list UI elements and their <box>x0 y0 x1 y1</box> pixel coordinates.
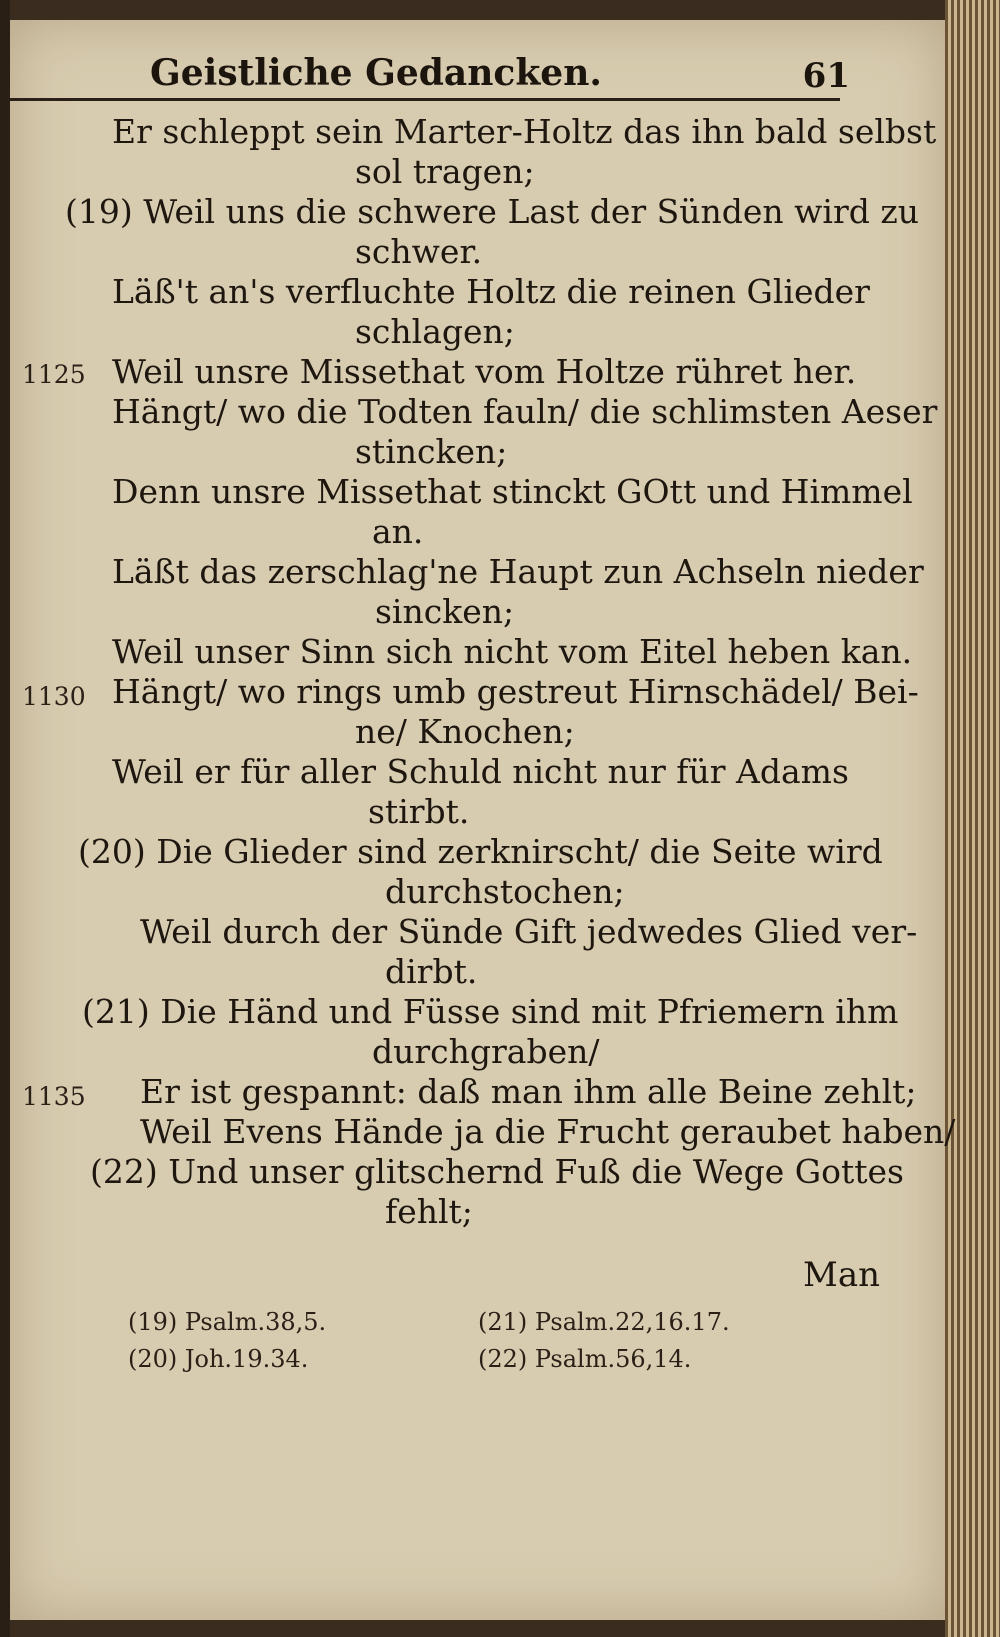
text-line: fehlt; <box>385 1192 473 1231</box>
text-line: Weil unser Sinn sich nicht vom Eitel heben kan. <box>112 632 913 671</box>
text-line: durchstochen; <box>385 872 625 911</box>
text-line: an. <box>372 512 424 551</box>
line-number: 1125 <box>22 360 86 389</box>
book-gutter <box>0 0 10 1637</box>
text-line: Weil Evens Hände ja die Frucht geraubet haben/ <box>140 1112 956 1151</box>
footnote: (20) Joh.19.34. <box>128 1345 309 1373</box>
footnote: (21) Psalm.22,16.17. <box>478 1308 730 1336</box>
text-line: Hängt/ wo rings umb gestreut Hirnschädel/ Bei- <box>112 672 919 711</box>
text-line: sol tragen; <box>355 152 535 191</box>
text-line: stincken; <box>355 432 508 471</box>
text-line: Läß't an's verfluchte Holtz die reinen Glieder <box>112 272 870 311</box>
text-line: Läßt das zerschlag'ne Haupt zun Achseln nieder <box>112 552 924 591</box>
line-number: 1135 <box>22 1082 86 1111</box>
text-line: (19) Weil uns die schwere Last der Sünden wird zu <box>65 192 919 231</box>
text-line: (22) Und unser glitschernd Fuß die Wege Gottes <box>90 1152 904 1191</box>
text-line: (20) Die Glieder sind zerknirscht/ die Seite wird <box>78 832 883 871</box>
footnote: (22) Psalm.56,14. <box>478 1345 692 1373</box>
text-line: schwer. <box>355 232 483 271</box>
running-title: Geistliche Gedancken. <box>150 52 602 94</box>
page-header <box>150 52 850 102</box>
page-number: 61 <box>802 56 850 96</box>
text-line: durchgraben/ <box>372 1032 600 1071</box>
text-line: ne/ Knochen; <box>355 712 575 751</box>
text-line: Weil er für aller Schuld nicht nur für Adams <box>112 752 849 791</box>
text-line: Weil durch der Sünde Gift jedwedes Glied ver- <box>140 912 918 951</box>
header-rule <box>8 98 840 101</box>
text-line: stirbt. <box>368 792 470 831</box>
text-line: Er ist gespannt: daß man ihm alle Beine zehlt; <box>140 1072 917 1111</box>
footnote: (19) Psalm.38,5. <box>128 1308 327 1336</box>
catchword: Man <box>803 1255 880 1295</box>
text-line: Er schleppt sein Marter-Holtz das ihn bald selbst <box>112 112 937 151</box>
page-edges <box>945 0 1000 1637</box>
text-line: schlagen; <box>355 312 515 351</box>
text-line: Denn unsre Missethat stinckt GOtt und Himmel <box>112 472 913 511</box>
line-number: 1130 <box>22 682 86 711</box>
text-line: dirbt. <box>385 952 478 991</box>
text-line: Weil unsre Missethat vom Holtze rühret her. <box>112 352 857 391</box>
text-line: sincken; <box>375 592 515 631</box>
text-line: (21) Die Händ und Füsse sind mit Pfriemern ihm <box>82 992 899 1031</box>
text-line: Hängt/ wo die Todten fauln/ die schlimsten Aeser <box>112 392 938 431</box>
